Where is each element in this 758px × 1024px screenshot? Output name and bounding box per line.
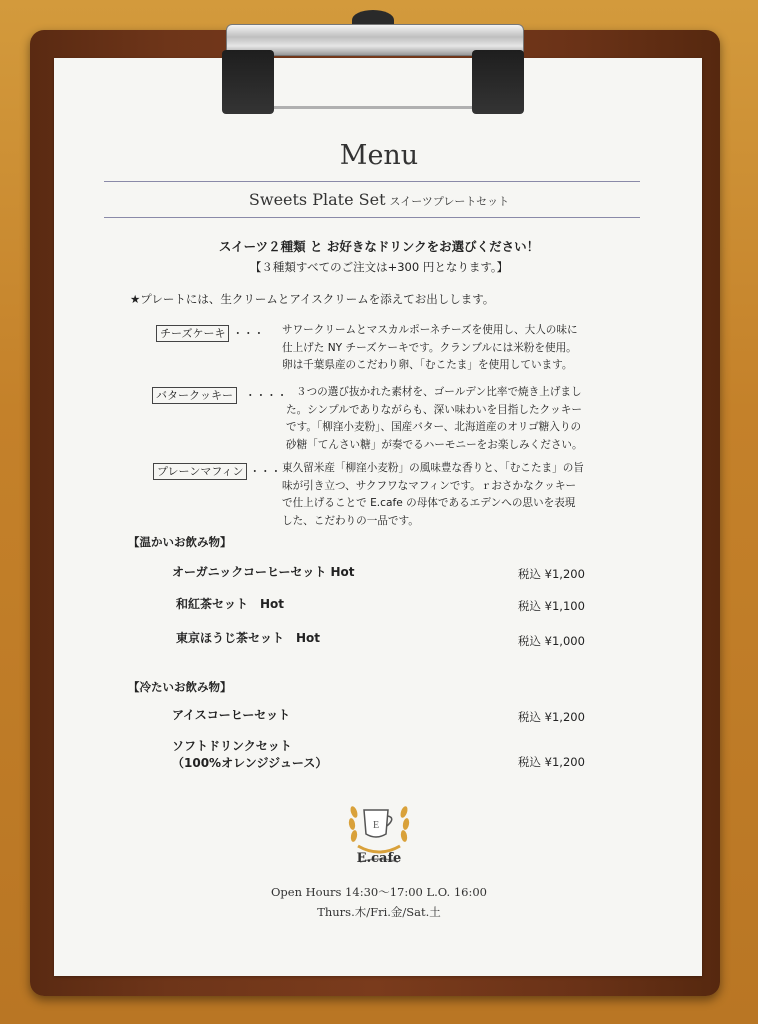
brand-name: E.cafe (356, 851, 402, 866)
description-line: 味が引き立つ、サクフワなマフィンです。ｒおさかなクッキー (282, 479, 577, 492)
drink-price: 税込 ¥1,200 (518, 710, 585, 724)
sweet-description (282, 460, 584, 530)
sweet-item (156, 322, 264, 344)
description-line: 砂糖「てんさい糖」が奏でるハーモニーをお楽しみください。 (286, 438, 583, 451)
description-line: で仕上げることで E.cafe の母体であるエデンへの思いを表現 (282, 497, 576, 509)
plate-note: ★プレートには、生クリームとアイスクリームを添えてお出しします。 (130, 292, 495, 306)
subtitle-jp: スイーツプレートセット (389, 195, 510, 208)
drink-name: 和紅茶セット Hot (176, 597, 285, 611)
drink-price: 税込 ¥1,000 (518, 634, 585, 648)
drink-name-line: （100%オレンジジュース） (172, 756, 328, 770)
description-line: ３つの選び抜かれた素材を、ゴールデン比率で焼き上げまし (296, 386, 582, 398)
menu-title: Menu (339, 140, 419, 171)
intro-line-1: スイーツ２種類 と お好きなドリンクをお選びください！ (218, 239, 540, 254)
divider-bottom (104, 217, 640, 218)
sweet-item (152, 384, 287, 406)
open-days: Thurs.木/Fri.金/Sat.土 (317, 905, 441, 919)
description-line: です。「柳窪小麦粉」、国産バター、北海道産のオリゴ糖入りの (286, 421, 582, 433)
sweet-description (286, 384, 583, 454)
subtitle-en: Sweets Plate Set (248, 190, 386, 209)
drink-price: 税込 ¥1,200 (518, 567, 585, 581)
hot-drinks-heading: 【温かいお飲み物】 (128, 535, 232, 549)
description-line: サワークリームとマスカルポーネチーズを使用し、大人の味に (282, 324, 578, 336)
description-line: た。シンプルでありながらも、深い味わいを目指したクッキー (286, 403, 582, 416)
description-line: 東久留米産「柳窪小麦粉」の風味豊な香りと、「むこたま」の旨 (282, 462, 584, 474)
menu-subtitle (0, 190, 758, 209)
drink-name: 東京ほうじ茶セット Hot (176, 631, 321, 645)
description-line: 卵は千葉県産のこだわり卵、「むこたま」を使用しています。 (282, 359, 573, 371)
open-hours: Open Hours 14:30～17:00 L.O. 16:00 (270, 885, 487, 899)
drink-price: 税込 ¥1,100 (518, 599, 585, 613)
drink-price: 税込 ¥1,200 (518, 755, 585, 769)
clip-foot-right (472, 50, 524, 114)
drink-name: オーガニックコーヒーセット Hot (172, 565, 355, 579)
sweet-name: プレーンマフィン (153, 463, 247, 480)
sweet-item (153, 460, 281, 482)
description-line: 仕上げた NY チーズケーキです。クランブルには米粉を使用。 (282, 341, 577, 354)
svg-text:E: E (372, 820, 380, 831)
sweet-leader: ・・・・ (245, 390, 288, 402)
intro-line-2: 【３種類すべてのご注文は+300 円となります。】 (249, 260, 509, 274)
clip-foot-left (222, 50, 274, 114)
sweet-description (282, 322, 578, 375)
divider-top (104, 181, 640, 182)
sweet-name: バタークッキー (152, 387, 237, 404)
drink-name (172, 738, 327, 772)
sweet-name: チーズケーキ (156, 325, 229, 342)
cold-drinks-heading: 【冷たいお飲み物】 (128, 680, 232, 694)
sweet-leader: ・・・ (232, 328, 265, 340)
drink-name-line: ソフトドリンクセット (172, 739, 292, 753)
sweet-leader: ・・・ (249, 466, 282, 478)
drink-name: アイスコーヒーセット (172, 708, 291, 722)
description-line: した、こだわりの一品です。 (282, 514, 419, 527)
